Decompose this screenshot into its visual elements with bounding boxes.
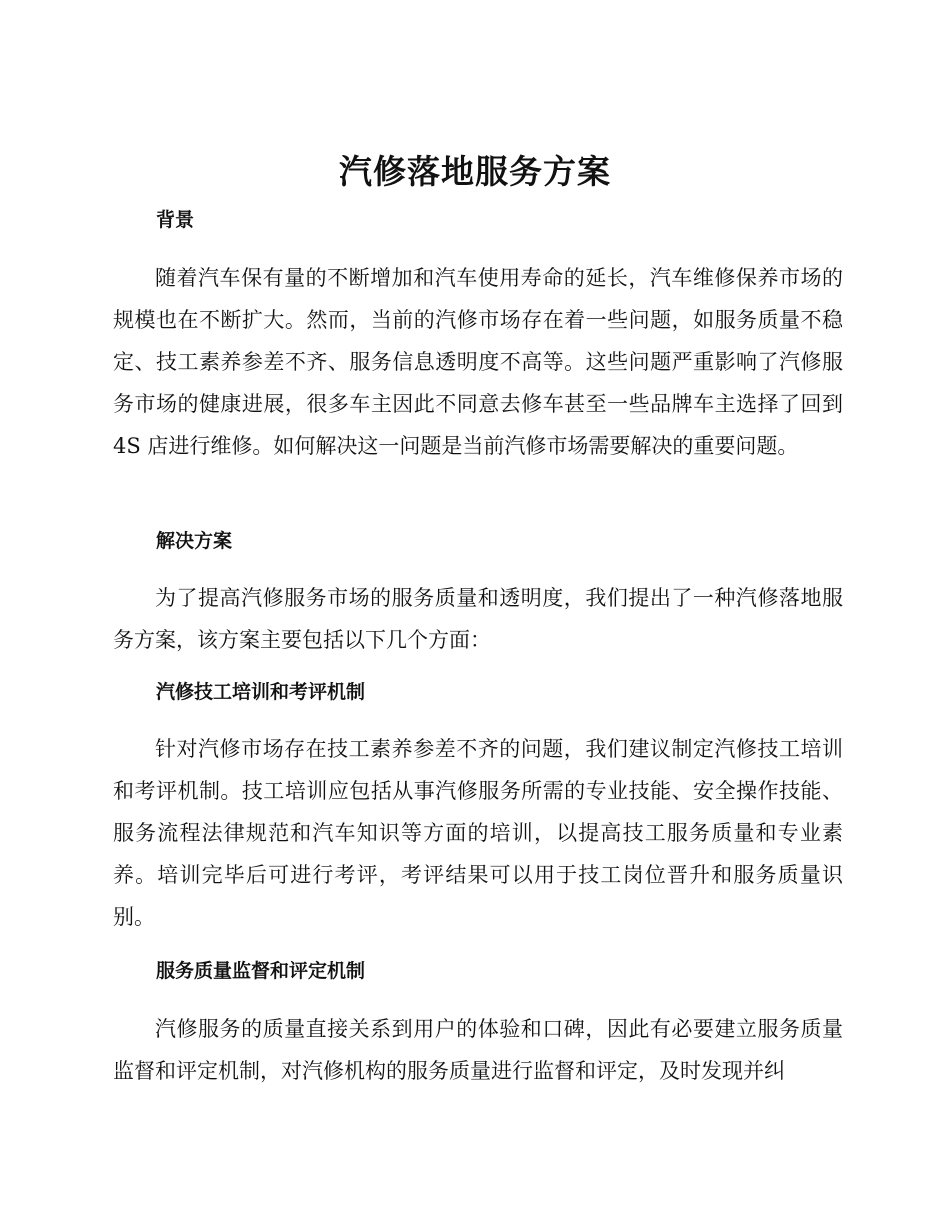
section-paragraph-quality-supervision: 汽修服务的质量直接关系到用户的体验和口碑，因此有必要建立服务质量监督和评定机制，对汽修机构的服务质量进行监督和评定，及时发现并纠 <box>113 1017 843 1083</box>
section-paragraph-solution: 为了提高汽修服务市场的服务质量和透明度，我们提出了一种汽修落地服务方案，该方案主要包括以下几个方面： <box>113 586 843 652</box>
section-paragraph-background: 随着汽车保有量的不断增加和汽车使用寿命的延长，汽车维修保养市场的规模也在不断扩大。然而，当前的汽修市场存在着一些问题，如服务质量不稳定、技工素养参差不齐、服务信息透明度不高等。这些问题严重影响了汽修服务市场的健康进展，很多车主因此不同意去修车甚至一些品牌车主选择了回到 4S 店进行维修。如何解决这一问题是当前汽修市场需要解决的重要问题。 <box>113 266 843 458</box>
section-heading-technician-training: 汽修技工培训和考评机制 <box>156 681 366 703</box>
section-heading-quality-supervision: 服务质量监督和评定机制 <box>156 960 366 982</box>
document-title: 汽修落地服务方案 <box>339 152 611 191</box>
section-heading-background: 背景 <box>156 209 195 231</box>
section-paragraph-technician-training: 针对汽修市场存在技工素养参差不齐的问题，我们建议制定汽修技工培训和考评机制。技工培训应包括从事汽修服务所需的专业技能、安全操作技能、服务流程法律规范和汽车知识等方面的培训，以提高技工服务质量和专业素养。培训完毕后可进行考评，考评结果可以用于技工岗位晋升和服务质量识别。 <box>113 737 843 929</box>
section-heading-solution: 解决方案 <box>156 530 233 552</box>
